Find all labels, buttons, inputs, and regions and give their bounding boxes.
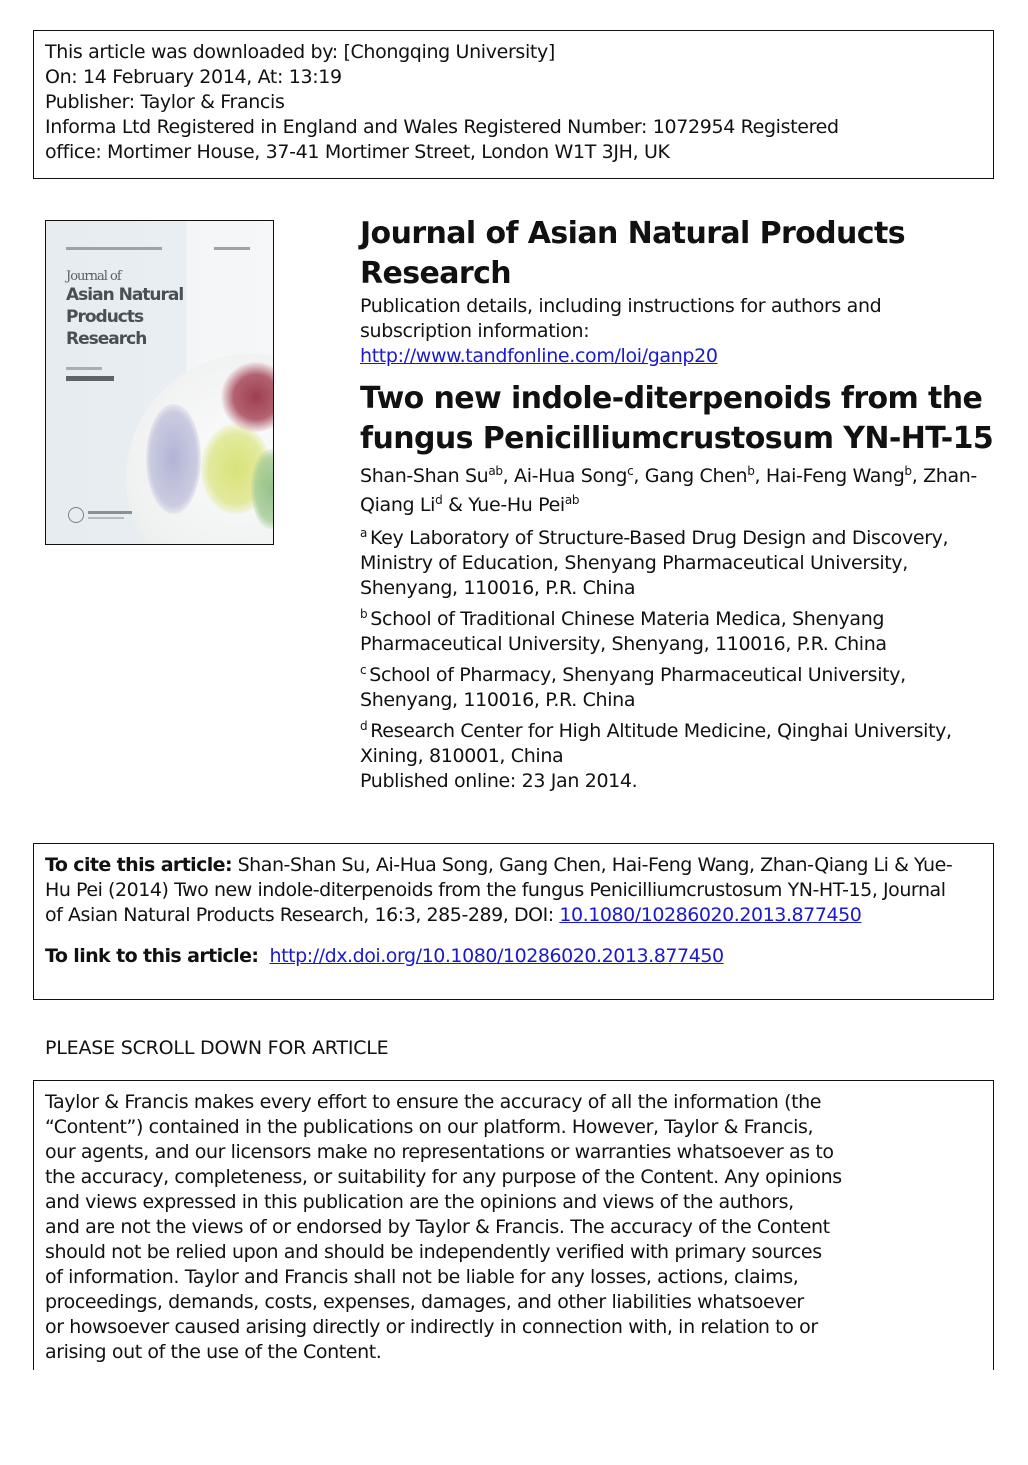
author-affiliation-mark: ab (564, 493, 580, 507)
affiliation-mark: b (360, 607, 368, 621)
disclaimer-line: of information. Taylor and Francis shall not be liable for any losses, actions, claims, (45, 1266, 799, 1288)
protein-red-region (221, 362, 274, 432)
affiliation-text: School of Pharmacy, Shenyang Pharmaceutical University, (369, 664, 906, 686)
journal-title-line: Journal of Asian Natural Products (360, 216, 905, 251)
download-notice-line: This article was downloaded by: [Chongqing University] (45, 41, 555, 63)
download-notice-line: On: 14 February 2014, At: 13:19 (45, 66, 342, 88)
cover-editor-label (66, 367, 102, 370)
citation-line: Hu Pei (2014) Two new indole-diterpenoids from the fungus Penicilliumcrustosum YN-HT-15, Journal (45, 879, 946, 901)
disclaimer-line: our agents, and our licensors make no representations or warranties whatsoever as to (45, 1141, 834, 1163)
citation-box (33, 843, 994, 1000)
cover-title-line: Products (66, 307, 144, 327)
author-affiliation-mark: b (747, 464, 755, 478)
journal-title (360, 214, 1000, 294)
affiliation-mark: d (360, 719, 368, 733)
cover-publisher-subtext (88, 517, 124, 519)
publication-details (360, 294, 1000, 369)
citation-text (45, 853, 982, 928)
disclaimer-line: the accuracy, completeness, or suitability for any purpose of the Content. Any opinions (45, 1166, 842, 1188)
link-label: To link to this article: (45, 945, 259, 967)
cover-editor-name (66, 376, 114, 381)
publication-details-line: subscription information: (360, 320, 590, 342)
cover-protein-globe-illustration (126, 354, 274, 545)
affiliation-mark: c (360, 663, 367, 677)
author-name: Gang Chen (644, 465, 748, 487)
disclaimer-line: should not be relied upon and should be independently verified with primary sources (45, 1241, 822, 1263)
download-notice-line: Informa Ltd Registered in England and Wales Registered Number: 1072954 Registered (45, 116, 839, 138)
affiliation-text: Research Center for High Altitude Medicine, Qinghai University, (370, 720, 952, 742)
affiliation-text: Key Laboratory of Structure-Based Drug Design and Discovery, (370, 527, 949, 549)
article-title (360, 379, 1000, 459)
author-name: Hai-Feng Wang (765, 465, 905, 487)
affiliation-text: Shenyang, 110016, P.R. China (360, 577, 636, 599)
published-online-date: Published online: 23 Jan 2014. (360, 770, 638, 792)
disclaimer-line: Taylor & Francis makes every effort to ensure the accuracy of all the information (the (45, 1091, 822, 1113)
cover-issn-text (214, 247, 250, 250)
article-title-line: Two new indole-diterpenoids from the (360, 381, 983, 416)
article-title-line: fungus Penicilliumcrustosum YN-HT-15 (360, 421, 994, 456)
journal-url-link[interactable]: http://www.tandfonline.com/loi/ganp20 (360, 345, 718, 367)
protein-lilac-region (146, 404, 201, 514)
affiliation-text: Pharmaceutical University, Shenyang, 110016, P.R. China (360, 633, 887, 655)
doi-link[interactable]: 10.1080/10286020.2013.877450 (559, 904, 862, 926)
citation-line: Shan-Shan Su, Ai-Hua Song, Gang Chen, Hai-Feng Wang, Zhan-Qiang Li & Yue- (237, 854, 953, 876)
author-separator: , (911, 465, 924, 487)
author-name: Shan-Shan Su (360, 465, 489, 487)
journal-cover-image (45, 220, 274, 545)
author-affiliation-mark: ab (488, 464, 503, 478)
cover-publisher-text (88, 511, 132, 514)
disclaimer-line: “Content”) contained in the publications on our platform. However, Taylor & Francis, (45, 1116, 814, 1138)
cover-volume-text (66, 247, 162, 250)
affiliation-c (360, 663, 1000, 713)
author-separator: , (633, 465, 645, 487)
article-doi-url-link[interactable]: http://dx.doi.org/10.1080/10286020.2013.877450 (269, 945, 724, 967)
journal-title-line: Research (360, 256, 512, 291)
author-separator: , (754, 465, 766, 487)
affiliation-mark: a (360, 526, 368, 540)
affiliation-text: School of Traditional Chinese Materia Medica, Shenyang (370, 608, 885, 630)
disclaimer-line: and views expressed in this publication are the opinions and views of the authors, (45, 1191, 794, 1213)
author-name: Ai-Hua Song (514, 465, 628, 487)
author-affiliation-mark: b (904, 464, 912, 478)
cover-title-line: Journal of (66, 269, 121, 284)
article-link-row (45, 944, 982, 969)
article-header (360, 214, 1000, 794)
author-affiliation-mark: c (627, 464, 634, 478)
cover-title-line: Asian Natural (66, 285, 184, 305)
disclaimer-line: proceedings, demands, costs, expenses, damages, and other liabilities whatsoever (45, 1291, 804, 1313)
citation-line: of Asian Natural Products Research, 16:3, 285-289, DOI: (45, 904, 560, 926)
download-notice-line: office: Mortimer House, 37-41 Mortimer Street, London W1T 3JH, UK (45, 141, 670, 163)
disclaimer-line: and are not the views of or endorsed by Taylor & Francis. The accuracy of the Content (45, 1216, 830, 1238)
author-name: Yue-Hu Pei (468, 494, 565, 516)
disclaimer-line: arising out of the use of the Content. (45, 1341, 382, 1363)
author-separator: & (442, 494, 469, 516)
disclaimer-box (33, 1080, 994, 1370)
taylor-francis-logo-icon (68, 507, 84, 523)
affiliation-text: Xining, 810001, China (360, 745, 564, 767)
scroll-down-notice: PLEASE SCROLL DOWN FOR ARTICLE (45, 1037, 389, 1059)
download-notice-line: Publisher: Taylor & Francis (45, 91, 285, 113)
affiliation-text: Shenyang, 110016, P.R. China (360, 689, 636, 711)
disclaimer-line: or howsoever caused arising directly or indirectly in connection with, in relation to or (45, 1316, 818, 1338)
publication-details-line: Publication details, including instructions for authors and (360, 295, 882, 317)
author-list (360, 462, 1000, 520)
author-affiliation-mark: d (435, 493, 443, 507)
affiliation-text: Ministry of Education, Shenyang Pharmaceutical University, (360, 552, 908, 574)
cover-title-line: Research (66, 329, 147, 349)
affiliation-b (360, 607, 1000, 657)
cite-label: To cite this article: (45, 854, 232, 876)
author-name: Zhan-Qiang Li (360, 465, 977, 516)
download-notice-box (33, 30, 994, 179)
affiliation-d (360, 719, 1000, 769)
affiliation-a (360, 526, 1000, 601)
author-separator: , (502, 465, 515, 487)
